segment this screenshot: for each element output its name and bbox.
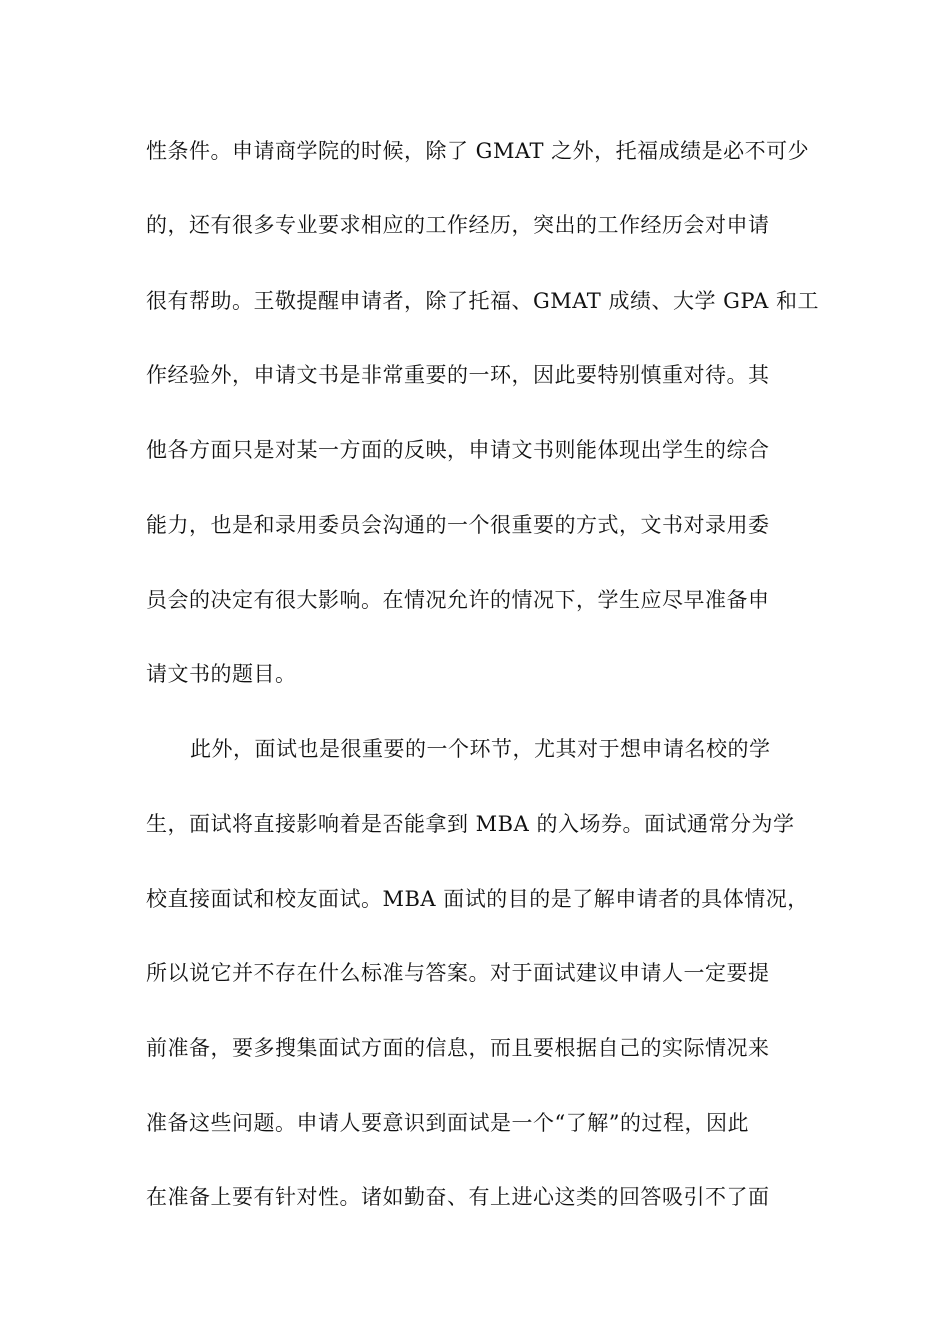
text-line: 前准备，要多搜集面试方面的信息，而且要根据自己的实际情况来 [146, 1036, 770, 1060]
text-line: 的，还有很多专业要求相应的工作经历，突出的工作经历会对申请 [146, 213, 770, 237]
text-line: 在准备上要有针对性。诸如勤奋、有上进心这类的回答吸引不了面 [146, 1185, 770, 1209]
text-line: 生，面试将直接影响着是否能拿到 MBA 的入场券。面试通常分为学 [146, 812, 795, 836]
text-line: 性条件。申请商学院的时候，除了 GMAT 之外，托福成绩是必不可少 [146, 139, 810, 163]
paragraph-first-line: 此外，面试也是很重要的一个环节，尤其对于想申请名校的学 [190, 737, 771, 761]
text-line: 他各方面只是对某一方面的反映，申请文书则能体现出学生的综合 [146, 438, 770, 462]
text-line: 准备这些问题。申请人要意识到面试是一个“了解”的过程，因此 [146, 1111, 749, 1135]
text-line: 作经验外，申请文书是非常重要的一环，因此要特别慎重对待。其 [146, 363, 770, 387]
text-line: 请文书的题目。 [146, 662, 297, 686]
text-line: 所以说它并不存在什么标准与答案。对于面试建议申请人一定要提 [146, 961, 770, 985]
text-line: 员会的决定有很大影响。在情况允许的情况下，学生应尽早准备申 [146, 588, 770, 612]
text-line: 校直接面试和校友面试。MBA 面试的目的是了解申请者的具体情况， [146, 887, 809, 911]
text-line: 能力，也是和录用委员会沟通的一个很重要的方式，文书对录用委 [146, 513, 770, 537]
text-line: 很有帮助。王敬提醒申请者，除了托福、GMAT 成绩、大学 GPA 和工 [146, 289, 819, 313]
